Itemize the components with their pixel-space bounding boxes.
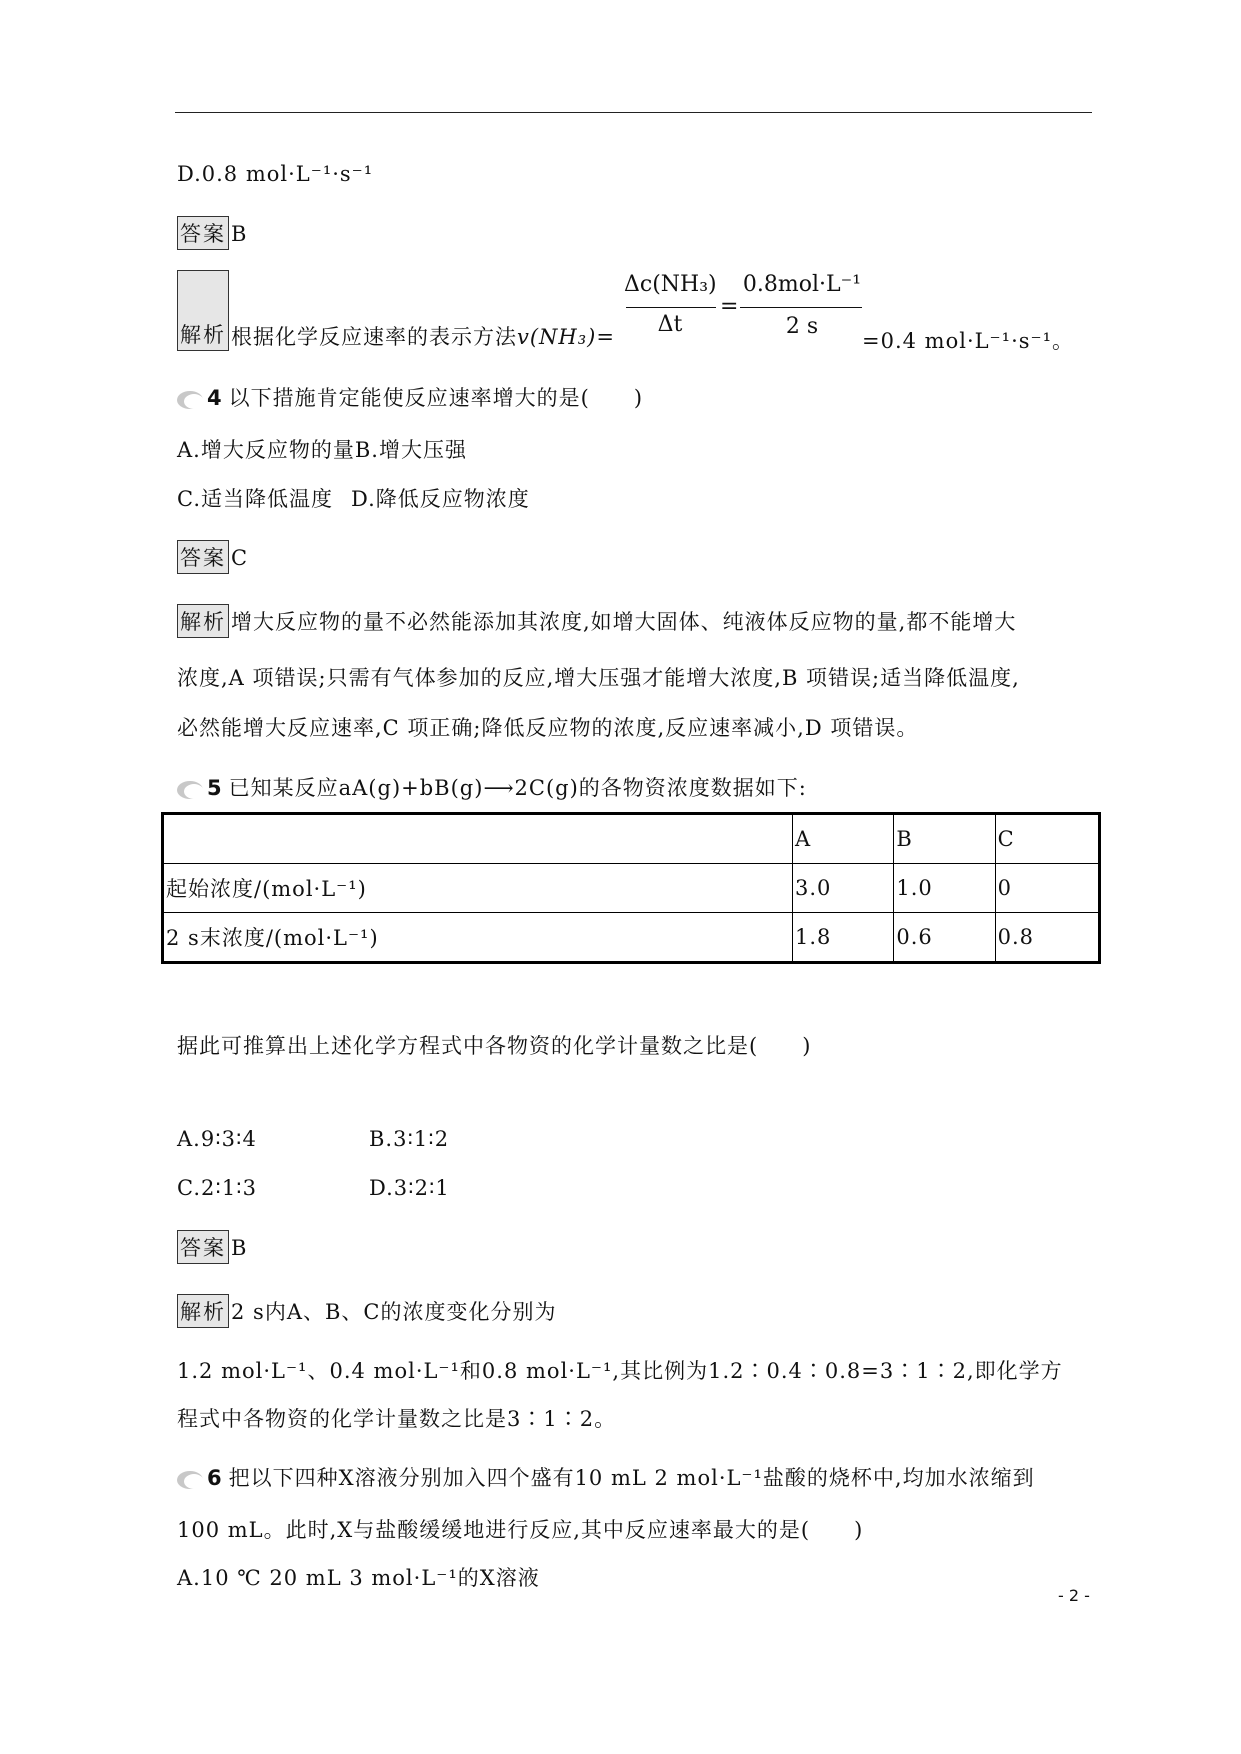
q4-option-b: B.增大压强 xyxy=(354,438,467,462)
q4-analysis-2: 浓度,A 项错误;只需有气体参加的反应,增大压强才能增大浓度,B 项错误;适当降低温度, xyxy=(177,666,1020,690)
table-row xyxy=(163,913,1100,963)
table-row xyxy=(163,864,1100,913)
table-cell: 3.0 xyxy=(793,864,894,913)
q5-analysis-2: 1.2 mol·L⁻¹、0.4 mol·L⁻¹和0.8 mol·L⁻¹,其比例为1.2∶0.4∶0.8=3∶1∶2,即化学方 xyxy=(177,1359,1063,1383)
q5-answer: B xyxy=(231,1236,248,1260)
q3-analysis-line xyxy=(177,270,615,351)
q6-number: 6 xyxy=(207,1466,223,1490)
q6-stem-line-1 xyxy=(177,1462,1035,1492)
q5-options-ab xyxy=(177,1127,449,1151)
q5-option-c: C.2∶1∶3 xyxy=(177,1176,258,1200)
q3-frac2-bar xyxy=(740,307,862,308)
analysis-label: 解析 xyxy=(177,1294,229,1328)
q4-option-c: C.适当降低温度 xyxy=(177,487,333,511)
q6-option-a: A.10 ℃ 20 mL 3 mol·L⁻¹的X溶液 xyxy=(177,1566,540,1590)
q3-option-d: D.0.8 mol·L⁻¹·s⁻¹ xyxy=(177,162,374,186)
q5-stem: 已知某反应aA(g)+bB(g)⟶2C(g)的各物资浓度数据如下: xyxy=(228,776,807,800)
table-cell: A xyxy=(793,814,894,864)
table-cell: 0 xyxy=(995,864,1099,913)
q5-concentration-table xyxy=(161,812,1101,964)
header-rule xyxy=(175,112,1092,113)
table-cell: 0.6 xyxy=(894,913,995,963)
q4-analysis-1: 增大反应物的量不必然能添加其浓度,如增大固体、纯液体反应物的量,都不能增大 xyxy=(231,610,1017,634)
table-cell: 0.8 xyxy=(995,913,1099,963)
answer-label: 答案 xyxy=(177,540,229,574)
q3-analysis-prefix: 根据化学反应速率的表示方法 xyxy=(231,325,517,349)
page-number: - 2 - xyxy=(1058,1586,1090,1605)
analysis-label: 解析 xyxy=(177,604,229,638)
q4-stem-line xyxy=(177,382,643,412)
q5-analysis-1: 2 s内A、B、C的浓度变化分别为 xyxy=(231,1300,557,1324)
q3-frac2-denominator: 2 s xyxy=(785,314,819,339)
q3-result: =0.4 mol·L⁻¹·s⁻¹。 xyxy=(862,329,1075,353)
answer-label: 答案 xyxy=(177,1230,229,1264)
q5-answer-line xyxy=(177,1230,247,1264)
q5-analysis-3: 程式中各物资的化学计量数之比是3∶1∶2。 xyxy=(177,1407,617,1431)
q4-answer: C xyxy=(231,546,249,570)
q5-option-d: D.3∶2∶1 xyxy=(369,1176,450,1200)
table-cell xyxy=(163,814,793,864)
analysis-label: 解析 xyxy=(177,270,229,351)
q4-option-d: D.降低反应物浓度 xyxy=(351,487,530,511)
q4-answer-line xyxy=(177,540,248,574)
q3-frac1-denominator: Δt xyxy=(657,312,683,337)
q3-frac1-numerator: Δc(NH₃) xyxy=(624,272,717,297)
q5-stem-line xyxy=(177,772,807,802)
q5-analysis-line-1 xyxy=(177,1294,556,1328)
q4-analysis-3: 必然能增大反应速率,C 项正确;降低反应物的浓度,反应速率减小,D 项错误。 xyxy=(177,716,919,740)
table-cell: 起始浓度/(mol·L⁻¹) xyxy=(163,864,793,913)
question-marker-icon xyxy=(177,1471,203,1489)
q4-options-ab xyxy=(177,434,467,464)
answer-label: 答案 xyxy=(177,216,229,250)
q3-frac2-numerator: 0.8mol·L⁻¹ xyxy=(742,272,862,297)
q3-v-label: v(NH₃)= xyxy=(517,325,615,349)
q3-answer-line xyxy=(177,216,247,250)
q6-stem-1: 把以下四种X溶液分别加入四个盛有10 mL 2 mol·L⁻¹盐酸的烧杯中,均加水浓缩到 xyxy=(228,1466,1035,1490)
q4-number: 4 xyxy=(207,386,223,410)
table-cell: 1.8 xyxy=(793,913,894,963)
q5-option-b: B.3∶1∶2 xyxy=(369,1127,450,1151)
q5-options-cd xyxy=(177,1176,450,1200)
question-marker-icon xyxy=(177,391,203,409)
q4-options-cd xyxy=(177,483,530,513)
q4-stem: 以下措施肯定能使反应速率增大的是( ) xyxy=(228,386,644,410)
q3-equals: = xyxy=(720,294,739,319)
table-header-row xyxy=(163,814,1100,864)
table-cell: B xyxy=(894,814,995,864)
table-cell: 2 s末浓度/(mol·L⁻¹) xyxy=(163,913,793,963)
q6-stem-2: 100 mL。此时,X与盐酸缓缓地进行反应,其中反应速率最大的是( ) xyxy=(177,1518,864,1542)
q4-analysis-line-1 xyxy=(177,604,1016,638)
q5-question: 据此可推算出上述化学方程式中各物资的化学计量数之比是( ) xyxy=(177,1034,812,1058)
q4-option-a: A.增大反应物的量 xyxy=(177,438,355,462)
q5-number: 5 xyxy=(207,776,223,800)
table-cell: 1.0 xyxy=(894,864,995,913)
question-marker-icon xyxy=(177,781,203,799)
q3-frac1-bar xyxy=(626,307,716,308)
q5-option-a: A.9∶3∶4 xyxy=(177,1127,257,1151)
q3-answer: B xyxy=(231,222,248,246)
table-cell: C xyxy=(995,814,1099,864)
